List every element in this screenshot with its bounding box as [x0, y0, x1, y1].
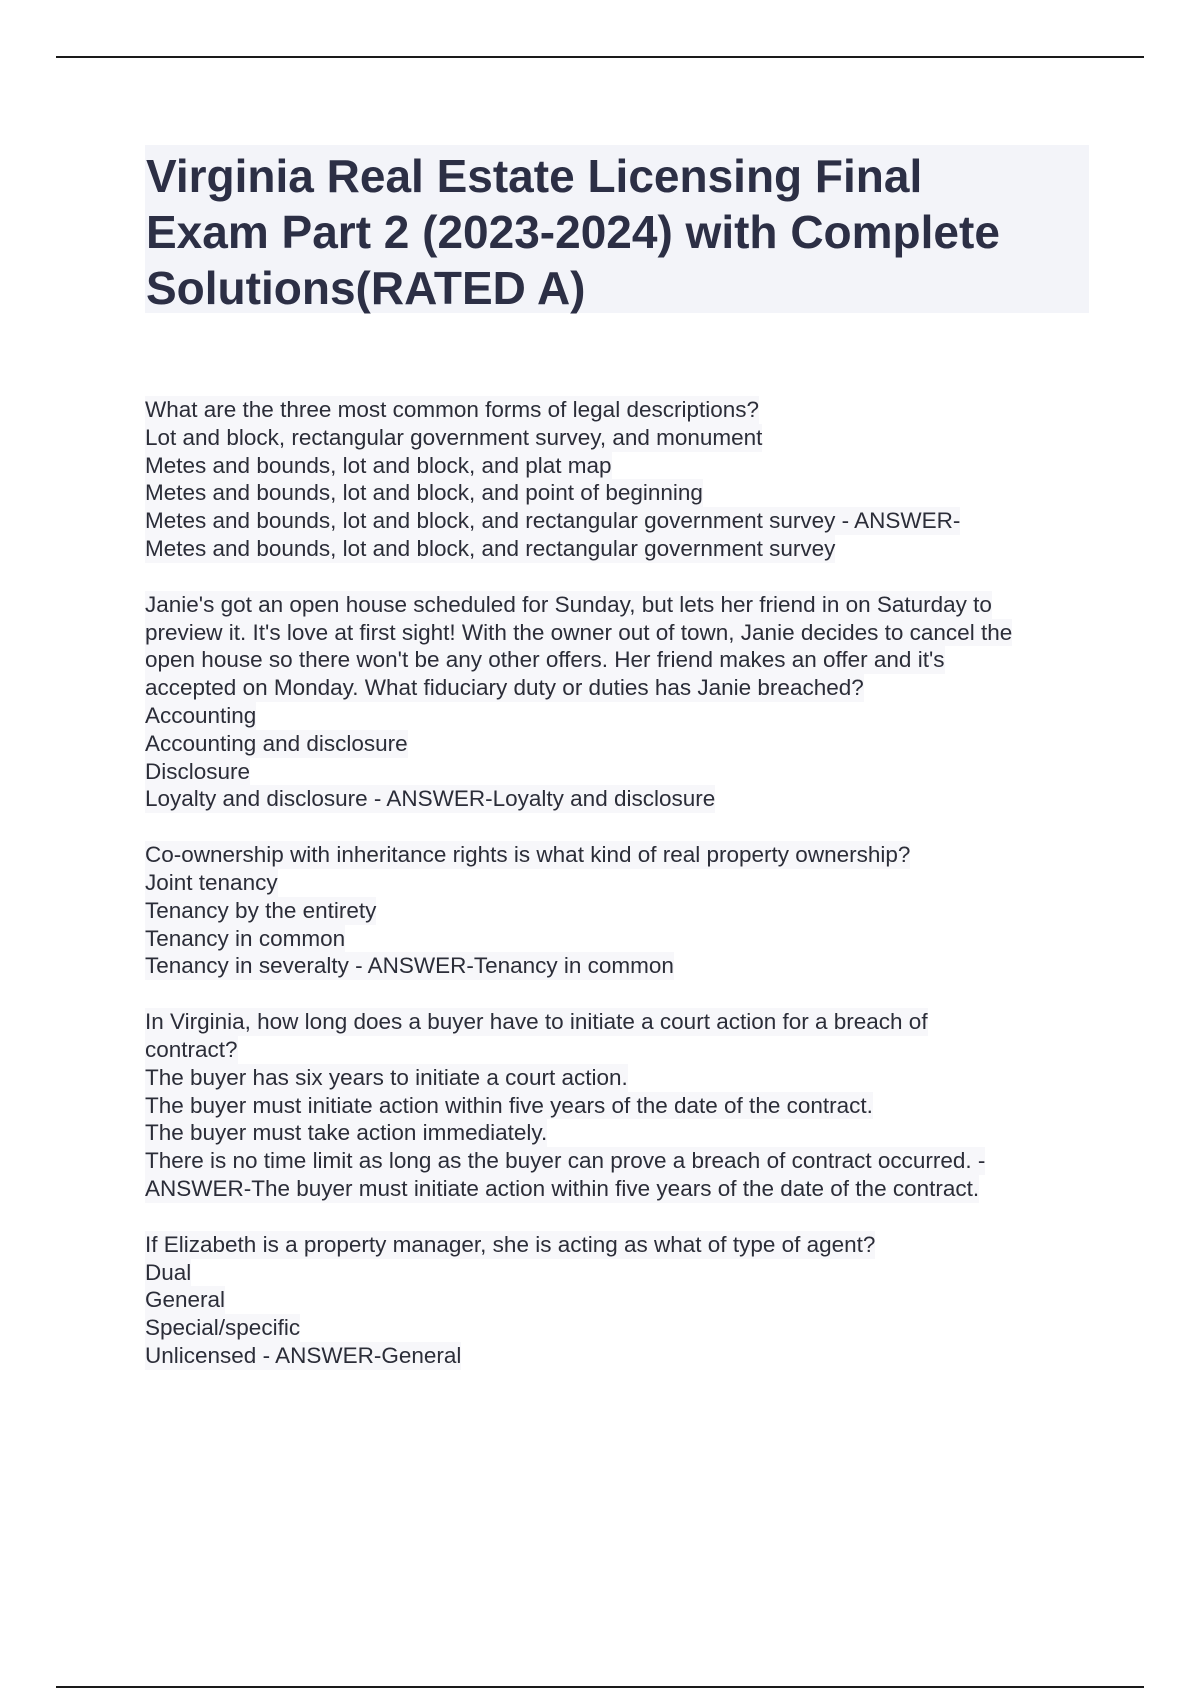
- question-text: If Elizabeth is a property manager, she is acting as what of type of agent?: [145, 1231, 876, 1257]
- question-text: preview it. It's love at first sight! With the owner out of town, Janie decides to cancel the: [145, 619, 1013, 645]
- answer-option: General: [145, 1287, 226, 1313]
- question-block: [145, 591, 1105, 813]
- answer-option: The buyer must take action immediately.: [145, 1120, 548, 1146]
- correct-answer: Unlicensed - ANSWER-General: [145, 1342, 462, 1368]
- question-text: contract?: [145, 1036, 238, 1062]
- title-line: Virginia Real Estate Licensing Final: [146, 150, 923, 202]
- title-line: Solutions(RATED A): [146, 262, 586, 314]
- answer-option: Accounting: [145, 702, 257, 728]
- answer-option: The buyer has six years to initiate a court action.: [145, 1064, 628, 1090]
- answer-option: Accounting and disclosure: [145, 730, 408, 756]
- header-rule: [56, 56, 1144, 58]
- title-block: [145, 145, 1089, 313]
- title-line: Exam Part 2 (2023-2024) with Complete: [146, 206, 1000, 258]
- correct-answer: Loyalty and disclosure - ANSWER-Loyalty and disclosure: [145, 786, 716, 812]
- question-block: [145, 1231, 1105, 1370]
- answer-option: Metes and bounds, lot and block, and point of beginning: [145, 480, 703, 506]
- answer-option: Lot and block, rectangular government survey, and monument: [145, 424, 763, 450]
- question-text: Janie's got an open house scheduled for Sunday, but lets her friend in on Saturday to: [145, 591, 992, 617]
- question-block: [145, 841, 1105, 980]
- question-text: What are the three most common forms of legal descriptions?: [145, 397, 760, 422]
- answer-option: There is no time limit as long as the buyer can prove a breach of contract occurred. -: [145, 1148, 986, 1174]
- question-text: accepted on Monday. What fiduciary duty or duties has Janie breached?: [145, 675, 864, 701]
- answer-option: Tenancy by the entirety: [145, 897, 377, 923]
- footer-rule: [56, 1686, 1144, 1688]
- document-title: [146, 145, 1089, 316]
- correct-answer: Tenancy in severalty - ANSWER-Tenancy in common: [145, 953, 674, 979]
- correct-answer: ANSWER-The buyer must initiate action within five years of the date of the contract.: [145, 1175, 980, 1201]
- question-text: Co-ownership with inheritance rights is what kind of real property ownership?: [145, 842, 911, 868]
- answer-option: Disclosure: [145, 758, 251, 784]
- answer-option: Special/specific: [145, 1315, 301, 1341]
- answer-option: Joint tenancy: [145, 869, 278, 895]
- question-list: [145, 396, 1105, 1398]
- question-block: [145, 396, 1105, 563]
- answer-option: Metes and bounds, lot and block, and rectangular government survey - ANSWER-: [145, 508, 961, 534]
- question-text: open house so there won't be any other offers. Her friend makes an offer and it's: [145, 647, 945, 673]
- answer-option: Metes and bounds, lot and block, and plat map: [145, 452, 612, 478]
- question-block: [145, 1008, 1105, 1203]
- question-text: In Virginia, how long does a buyer have to initiate a court action for a breach of: [145, 1009, 928, 1035]
- answer-option: Tenancy in common: [145, 925, 346, 951]
- answer-option: Dual: [145, 1259, 192, 1285]
- correct-answer: Metes and bounds, lot and block, and rectangular government survey: [145, 535, 836, 561]
- answer-option: The buyer must initiate action within five years of the date of the contract.: [145, 1092, 873, 1118]
